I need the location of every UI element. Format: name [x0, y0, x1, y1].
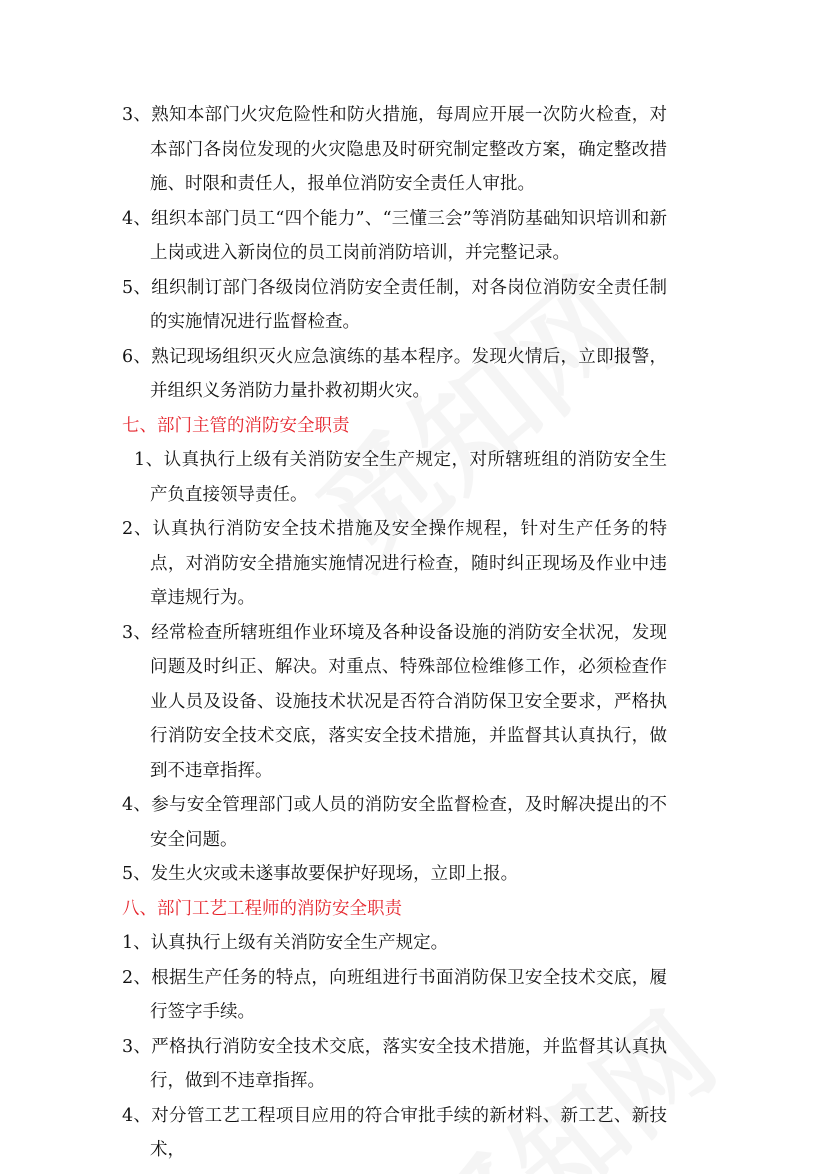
section-heading-7: 七、部门主管的消防安全职责 — [122, 415, 350, 436]
list-item: 2、认真执行消防安全技术措施及安全操作规程，针对生产任务的特点，对消防安全措施实施情况进行检查，随时纠正现场及作业中违章违规行为。 — [122, 519, 667, 608]
list-item: 3、熟知本部门火灾危险性和防火措施，每周应开展一次防火检查，对本部门各岗位发现的火灾隐患及时研究制定整改方案，确定整改措施、时限和责任人，报单位消防安全责任人审批。 — [122, 105, 667, 194]
list-item: 3、严格执行消防安全技术交底，落实安全技术措施，并监督其认真执行，做到不违章指挥。 — [122, 1036, 667, 1091]
document-body — [122, 98, 667, 1168]
list-item: 5、组织制订部门各级岗位消防安全责任制，对各岗位消防安全责任制的实施情况进行监督检查。 — [122, 277, 667, 332]
list-item: 3、经常检查所辖班组作业环境及各种设备设施的消防安全状况，发现问题及时纠正、解决。对重点、特殊部位检维修工作，必须检查作业人员及设备、设施技术状况是否符合消防保卫安全要求，严格执行消防安全技术交底，落实安全技术措施，并监督其认真执行，做到不违章指挥。 — [122, 622, 667, 781]
list-item: 4、组织本部门员工“四个能力”、“三懂三会”等消防基础知识培训和新上岗或进入新岗位的员工岗前消防培训，并完整记录。 — [122, 208, 667, 263]
list-item: 6、熟记现场组织灭火应急演练的基本程序。发现火情后，立即报警，并组织义务消防力量扑救初期火灾。 — [122, 346, 667, 401]
list-item: 1、认真执行上级有关消防安全生产规定。 — [122, 933, 449, 953]
section-heading-8: 八、部门工艺工程师的消防安全职责 — [122, 898, 402, 919]
list-item: 1、认真执行上级有关消防安全生产规定，对所辖班组的消防安全生产负直接领导责任。 — [134, 450, 667, 505]
list-item: 2、根据生产任务的特点，向班组进行书面消防保卫安全技术交底，履行签字手续。 — [122, 967, 667, 1022]
list-item: 4、对分管工艺工程项目应用的符合审批手续的新材料、新工艺、新技术， — [122, 1105, 667, 1160]
list-item: 5、发生火灾或未遂事故要保护好现场，立即上报。 — [122, 864, 519, 884]
list-item: 4、参与安全管理部门或人员的消防安全监督检查，及时解决提出的不安全问题。 — [122, 795, 667, 850]
